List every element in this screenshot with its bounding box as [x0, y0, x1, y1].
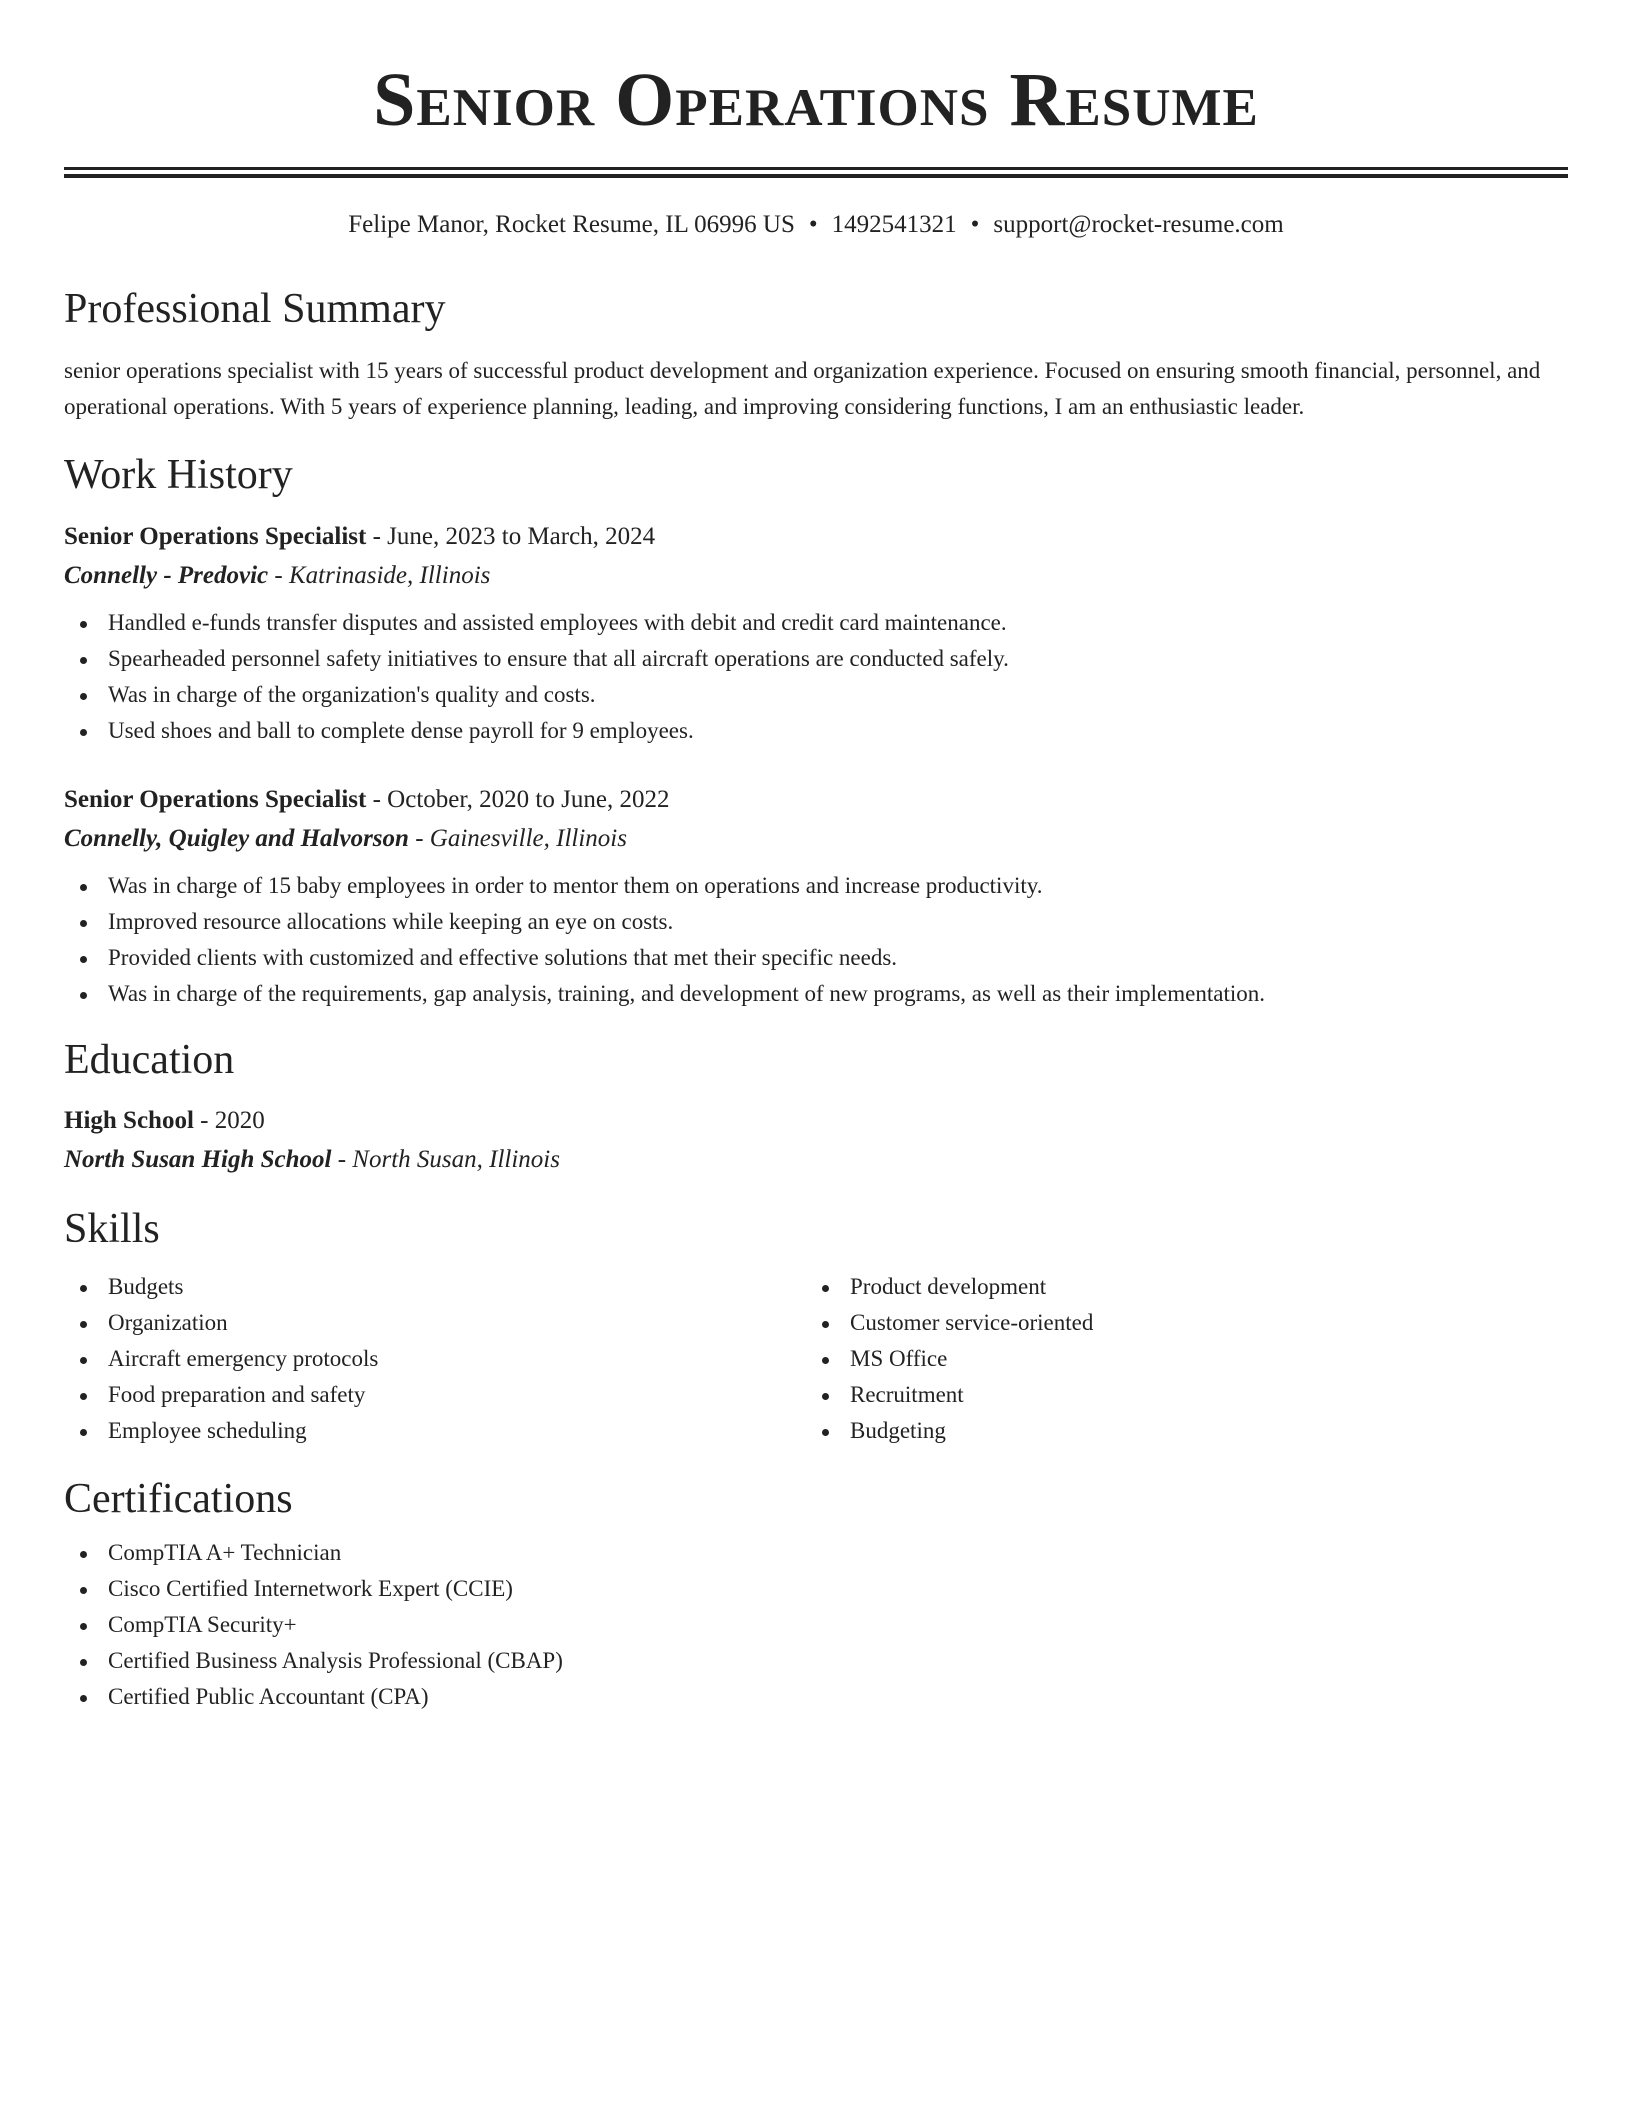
education-location: - North Susan, Illinois	[331, 1146, 560, 1173]
skill-item: MS Office	[806, 1341, 1548, 1377]
education-school: North Susan High School	[64, 1146, 332, 1173]
education-school-line	[64, 1143, 1568, 1177]
job-dates: - June, 2023 to March, 2024	[366, 523, 656, 550]
education-heading: Education	[64, 1037, 235, 1083]
skill-item: Organization	[64, 1305, 806, 1341]
education-degree-line	[64, 1104, 1568, 1138]
skills-list	[64, 1269, 806, 1449]
skill-item: Food preparation and safety	[64, 1377, 806, 1413]
title-double-rule	[64, 167, 1568, 178]
certification-item: CompTIA Security+	[64, 1607, 1568, 1643]
contact-separator: •	[808, 211, 818, 238]
job-entry	[64, 520, 1568, 749]
certification-item: CompTIA A+ Technician	[64, 1535, 1568, 1571]
skills-column-left	[64, 1269, 806, 1449]
education-degree: High School	[64, 1107, 194, 1134]
contact-phone: 1492541321	[831, 211, 957, 238]
education-entry	[64, 1104, 1568, 1177]
job-bullets	[64, 868, 1568, 1012]
job-title: Senior Operations Specialist	[64, 786, 367, 813]
list-item: Was in charge of the requirements, gap analysis, training, and development of new programs, as well as their implementation.	[64, 976, 1568, 1012]
job-entry	[64, 783, 1568, 1012]
skills-column-right	[806, 1269, 1548, 1449]
list-item: Handled e-funds transfer disputes and assisted employees with debit and credit card maintenance.	[64, 605, 1568, 641]
skill-item: Aircraft emergency protocols	[64, 1341, 806, 1377]
skill-item: Employee scheduling	[64, 1413, 806, 1449]
contact-email: support@rocket-resume.com	[993, 211, 1284, 238]
education-year: - 2020	[193, 1107, 265, 1134]
resume-page	[64, 0, 1568, 1715]
certification-item: Cisco Certified Internetwork Expert (CCIE)	[64, 1571, 1568, 1607]
job-company: Connelly - Predovic	[64, 562, 269, 589]
job-location: - Gainesville, Illinois	[408, 825, 627, 852]
list-item: Spearheaded personnel safety initiatives to ensure that all aircraft operations are conducted safely.	[64, 641, 1568, 677]
skill-item: Recruitment	[806, 1377, 1548, 1413]
job-title-line	[64, 783, 1568, 817]
job-bullets	[64, 605, 1568, 749]
summary-text: senior operations specialist with 15 years of successful product development and organization experience. Focused on ensuring smooth financial, personnel, and operational operations. With 5 years of experience planning, leading, and improving considering functions, I am an enthusiastic leader.	[64, 358, 1541, 419]
list-item: Was in charge of the organization's quality and costs.	[64, 677, 1568, 713]
skill-item: Budgets	[64, 1269, 806, 1305]
resume-title: Senior Operations Resume	[373, 58, 1259, 142]
skills-heading: Skills	[64, 1206, 160, 1252]
certifications-list	[64, 1535, 1568, 1715]
certification-item: Certified Public Accountant (CPA)	[64, 1679, 1568, 1715]
job-company-line	[64, 822, 1568, 856]
skill-item: Budgeting	[806, 1413, 1548, 1449]
list-item: Used shoes and ball to complete dense payroll for 9 employees.	[64, 713, 1568, 749]
skill-item: Product development	[806, 1269, 1548, 1305]
job-dates: - October, 2020 to June, 2022	[366, 786, 670, 813]
skills-grid	[64, 1269, 1568, 1449]
job-title-line	[64, 520, 1568, 554]
list-item: Improved resource allocations while keeping an eye on costs.	[64, 904, 1568, 940]
certification-item: Certified Business Analysis Professional (CBAP)	[64, 1643, 1568, 1679]
job-location: - Katrinaside, Illinois	[268, 562, 491, 589]
certifications-heading: Certifications	[64, 1476, 293, 1522]
job-title: Senior Operations Specialist	[64, 523, 367, 550]
contact-address: Felipe Manor, Rocket Resume, IL 06996 US	[348, 211, 795, 238]
contact-line	[64, 210, 1568, 240]
skills-list	[806, 1269, 1548, 1449]
work-history-heading: Work History	[64, 452, 293, 498]
job-company: Connelly, Quigley and Halvorson	[64, 825, 409, 852]
list-item: Was in charge of 15 baby employees in order to mentor them on operations and increase productivity.	[64, 868, 1568, 904]
job-company-line	[64, 559, 1568, 593]
list-item: Provided clients with customized and effective solutions that met their specific needs.	[64, 940, 1568, 976]
contact-separator: •	[970, 211, 980, 238]
skill-item: Customer service-oriented	[806, 1305, 1548, 1341]
summary-heading: Professional Summary	[64, 286, 446, 332]
